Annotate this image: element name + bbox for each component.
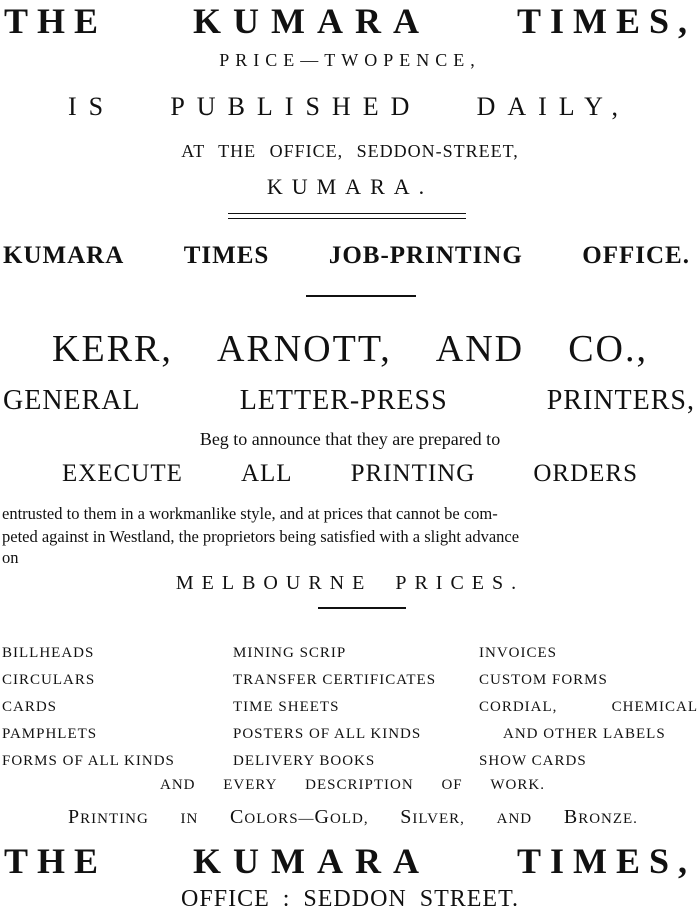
job-word-times: TIMES bbox=[183, 242, 270, 269]
colors-word: AND bbox=[496, 811, 533, 827]
every-word: AND bbox=[160, 777, 196, 793]
execute-word-all: ALL bbox=[240, 460, 293, 487]
colors-line bbox=[0, 806, 700, 829]
service-item: PAMPHLETS bbox=[2, 726, 98, 742]
trade-word-letterpress: LETTER-PRESS bbox=[239, 385, 448, 416]
services-column-1 bbox=[2, 640, 175, 775]
announce-text: Beg to announce that they are prepared to bbox=[199, 429, 501, 449]
double-rule-bottom bbox=[228, 218, 466, 219]
service-item: SHOW CARDS bbox=[479, 753, 587, 769]
firm-word-kerr: KERR, bbox=[52, 328, 173, 370]
service-item: TIME SHEETS bbox=[233, 699, 340, 715]
every-description-line bbox=[0, 777, 700, 794]
every-word: WORK. bbox=[490, 777, 545, 793]
melbourne-text: MELBOURNE PRICES. bbox=[175, 572, 525, 594]
footer-word-kumara: KUMARA bbox=[193, 841, 431, 881]
double-rule-top bbox=[228, 213, 466, 214]
every-word: EVERY bbox=[223, 777, 278, 793]
service-item: TRANSFER CERTIFICATES bbox=[233, 672, 437, 688]
trade-word-printers: PRINTERS, bbox=[546, 385, 695, 416]
service-item-labels: AND OTHER LABELS bbox=[503, 726, 666, 742]
short-rule-1 bbox=[306, 295, 416, 297]
melbourne-line bbox=[0, 572, 700, 595]
firm-name-line bbox=[0, 327, 700, 371]
office-line bbox=[0, 141, 700, 162]
execute-word-execute: EXECUTE bbox=[62, 460, 183, 487]
services-column-3 bbox=[479, 640, 698, 775]
job-office-line bbox=[0, 242, 700, 270]
service-item: POSTERS OF ALL KINDS bbox=[233, 726, 422, 742]
colors-word: BRONZE. bbox=[563, 806, 638, 828]
firm-word-co: CO., bbox=[568, 328, 648, 370]
job-word-kumara: KUMARA bbox=[3, 242, 125, 269]
published-word-published: PUBLISHED bbox=[170, 92, 422, 121]
service-item: DELIVERY BOOKS bbox=[233, 753, 376, 769]
execute-line bbox=[0, 460, 700, 488]
footer-title bbox=[0, 840, 700, 880]
trade-line bbox=[0, 385, 700, 417]
trade-word-general: GENERAL bbox=[3, 385, 141, 416]
services-column-2 bbox=[233, 640, 436, 775]
footer-word-times: TIMES, bbox=[516, 841, 696, 881]
price-text: PRICE—TWOPENCE, bbox=[219, 50, 481, 70]
footer-office-text: OFFICE : SEDDON STREET. bbox=[181, 886, 519, 912]
masthead-title bbox=[0, 0, 700, 40]
masthead-word-times: TIMES, bbox=[516, 1, 696, 41]
price-line bbox=[0, 50, 700, 71]
service-item: BILLHEADS bbox=[2, 645, 95, 661]
colors-word: COLORS—GOLD, bbox=[230, 806, 369, 828]
footer-office-line bbox=[0, 886, 700, 913]
body-paragraph-line-2 bbox=[0, 527, 700, 547]
service-item: INVOICES bbox=[479, 645, 557, 661]
published-word-daily: DAILY, bbox=[476, 92, 630, 121]
service-item: CIRCULARS bbox=[2, 672, 96, 688]
execute-word-printing: PRINTING bbox=[350, 460, 476, 487]
service-item: CUSTOM FORMS bbox=[479, 672, 608, 688]
short-rule-2 bbox=[318, 607, 406, 609]
colors-word: SILVER, bbox=[400, 806, 465, 828]
town-line bbox=[0, 174, 700, 200]
body-paragraph-line-1 bbox=[0, 504, 700, 524]
job-word-job-printing: JOB-PRINTING bbox=[328, 242, 523, 269]
published-line bbox=[0, 92, 700, 122]
footer-word-the: THE bbox=[4, 841, 108, 881]
body-text-1: entrusted to them in a workmanlike style, and at prices that cannot be com- bbox=[2, 504, 498, 523]
service-item: CARDS bbox=[2, 699, 58, 715]
service-item-cordial bbox=[479, 694, 698, 721]
masthead-word-kumara: KUMARA bbox=[193, 1, 431, 41]
every-word: DESCRIPTION bbox=[305, 777, 414, 793]
job-word-office: OFFICE. bbox=[582, 242, 690, 269]
chemical-word: CHEMICAL bbox=[611, 699, 698, 715]
service-item: MINING SCRIP bbox=[233, 645, 347, 661]
announce-line bbox=[0, 429, 700, 450]
colors-word: IN bbox=[180, 811, 199, 827]
town-text: KUMARA. bbox=[266, 174, 434, 199]
firm-word-and: AND bbox=[435, 328, 525, 370]
body-text-3: on bbox=[2, 548, 19, 567]
masthead-word-the: THE bbox=[4, 1, 108, 41]
service-item: FORMS OF ALL KINDS bbox=[2, 753, 175, 769]
body-paragraph-line-3 bbox=[0, 548, 700, 568]
cordial-word: CORDIAL, bbox=[479, 699, 558, 715]
every-word: OF bbox=[441, 777, 463, 793]
execute-word-orders: ORDERS bbox=[533, 460, 638, 487]
colors-word: PRINTING bbox=[68, 806, 149, 828]
body-text-2: peted against in Westland, the proprietors being satisfied with a slight advance bbox=[2, 527, 520, 546]
firm-word-arnott: ARNOTT, bbox=[216, 328, 392, 370]
published-word-is: IS bbox=[68, 92, 116, 121]
office-text: AT THE OFFICE, SEDDON-STREET, bbox=[181, 141, 519, 161]
